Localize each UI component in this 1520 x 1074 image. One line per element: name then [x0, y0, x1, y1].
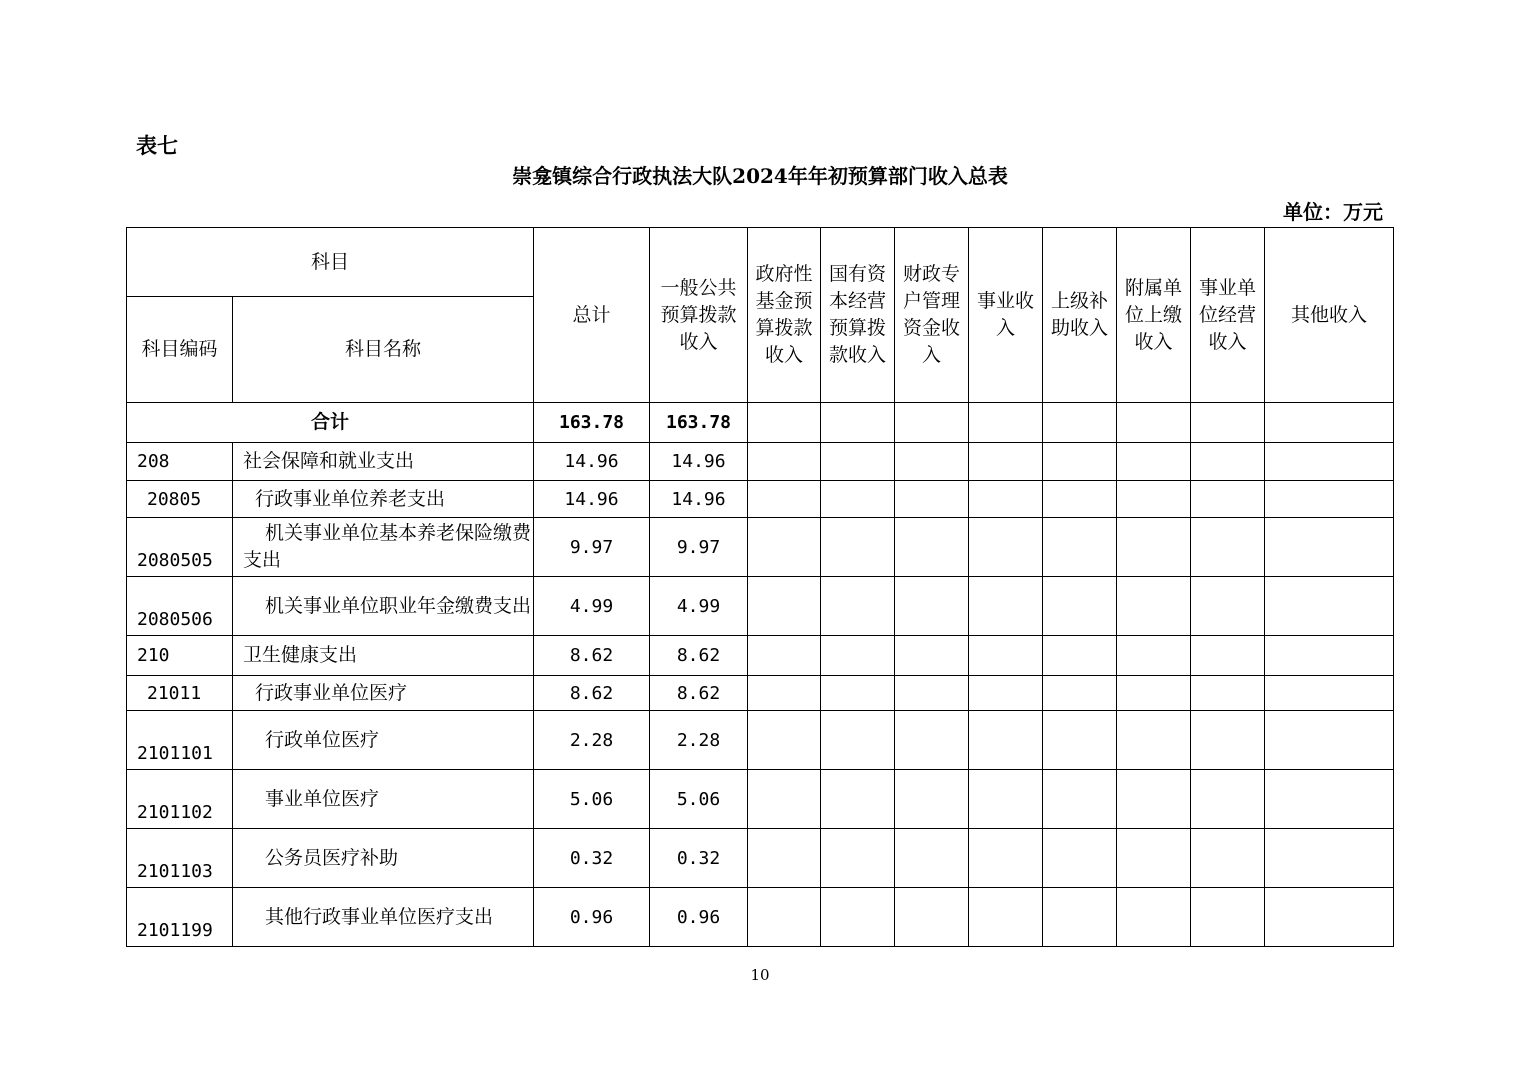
empty-cell: [1191, 403, 1265, 443]
row-code: 20805: [127, 481, 233, 518]
table-row: [127, 829, 1394, 888]
empty-cell: [748, 676, 821, 711]
table-label: 表七: [136, 133, 178, 158]
header-code: 科目编码: [127, 297, 233, 403]
empty-cell: [748, 770, 821, 829]
row-name: 行政事业单位养老支出: [233, 481, 534, 518]
empty-cell: [969, 676, 1043, 711]
row-general-budget: 14.96: [650, 481, 748, 518]
total-general-budget: 163.78: [650, 403, 748, 443]
income-summary-table: [126, 227, 1394, 947]
row-code: 2101101: [127, 711, 233, 770]
empty-cell: [748, 403, 821, 443]
empty-cell: [821, 443, 895, 481]
empty-cell: [1191, 676, 1265, 711]
row-name: 行政单位医疗: [233, 711, 534, 770]
empty-cell: [969, 443, 1043, 481]
header-business-operation: 事业单位经营收入: [1191, 228, 1265, 403]
empty-cell: [1043, 888, 1117, 947]
header-name: 科目名称: [233, 297, 534, 403]
empty-cell: [821, 403, 895, 443]
row-code: 21011: [127, 676, 233, 711]
row-total: 8.62: [534, 676, 650, 711]
empty-cell: [748, 481, 821, 518]
row-general-budget: 8.62: [650, 636, 748, 676]
empty-cell: [1117, 403, 1191, 443]
row-total: 8.62: [534, 636, 650, 676]
empty-cell: [1191, 443, 1265, 481]
empty-cell: [748, 829, 821, 888]
empty-cell: [969, 770, 1043, 829]
header-superior-subsidy: 上级补助收入: [1043, 228, 1117, 403]
empty-cell: [1265, 636, 1394, 676]
empty-cell: [1043, 770, 1117, 829]
empty-cell: [821, 676, 895, 711]
table-row: [127, 636, 1394, 676]
row-code: 2101102: [127, 770, 233, 829]
empty-cell: [1265, 711, 1394, 770]
empty-cell: [1117, 711, 1191, 770]
empty-cell: [1043, 481, 1117, 518]
empty-cell: [1117, 888, 1191, 947]
empty-cell: [1117, 443, 1191, 481]
empty-cell: [1265, 403, 1394, 443]
row-code: 2101103: [127, 829, 233, 888]
row-general-budget: 9.97: [650, 518, 748, 577]
empty-cell: [1191, 577, 1265, 636]
table-row: [127, 443, 1394, 481]
row-name: 公务员医疗补助: [233, 829, 534, 888]
empty-cell: [748, 577, 821, 636]
empty-cell: [1265, 770, 1394, 829]
empty-cell: [821, 829, 895, 888]
empty-cell: [969, 636, 1043, 676]
header-state-capital: 国有资本经营预算拨款收入: [821, 228, 895, 403]
empty-cell: [1117, 577, 1191, 636]
empty-cell: [969, 518, 1043, 577]
empty-cell: [1265, 481, 1394, 518]
empty-cell: [1191, 829, 1265, 888]
row-code: 208: [127, 443, 233, 481]
empty-cell: [1265, 577, 1394, 636]
empty-cell: [821, 888, 895, 947]
table-row: [127, 770, 1394, 829]
row-total: 5.06: [534, 770, 650, 829]
table-row: [127, 676, 1394, 711]
table-row: [127, 518, 1394, 577]
empty-cell: [895, 577, 969, 636]
empty-cell: [748, 888, 821, 947]
empty-cell: [895, 518, 969, 577]
empty-cell: [1191, 636, 1265, 676]
empty-cell: [821, 577, 895, 636]
row-code: 2080506: [127, 577, 233, 636]
empty-cell: [895, 676, 969, 711]
row-total: 4.99: [534, 577, 650, 636]
empty-cell: [1043, 443, 1117, 481]
empty-cell: [1265, 676, 1394, 711]
empty-cell: [821, 636, 895, 676]
empty-cell: [1043, 403, 1117, 443]
empty-cell: [1191, 770, 1265, 829]
row-name: 行政事业单位医疗: [233, 676, 534, 711]
table-row: [127, 888, 1394, 947]
empty-cell: [821, 711, 895, 770]
unit-label: 单位：万元: [1283, 200, 1383, 224]
empty-cell: [748, 443, 821, 481]
empty-cell: [1043, 577, 1117, 636]
row-name: 卫生健康支出: [233, 636, 534, 676]
empty-cell: [895, 770, 969, 829]
empty-cell: [1117, 481, 1191, 518]
page-number: 10: [750, 966, 770, 984]
empty-cell: [748, 636, 821, 676]
row-name: 机关事业单位基本养老保险缴费支出: [233, 518, 534, 577]
empty-cell: [1265, 443, 1394, 481]
row-name: 社会保障和就业支出: [233, 443, 534, 481]
row-code: 2080505: [127, 518, 233, 577]
header-other-income: 其他收入: [1265, 228, 1394, 403]
empty-cell: [1043, 676, 1117, 711]
header-special-account: 财政专户管理资金收入: [895, 228, 969, 403]
empty-cell: [1043, 829, 1117, 888]
empty-cell: [969, 481, 1043, 518]
total-label: 合计: [127, 403, 534, 443]
empty-cell: [1117, 518, 1191, 577]
row-total: 9.97: [534, 518, 650, 577]
empty-cell: [1265, 518, 1394, 577]
empty-cell: [895, 403, 969, 443]
empty-cell: [969, 888, 1043, 947]
empty-cell: [969, 403, 1043, 443]
row-general-budget: 0.32: [650, 829, 748, 888]
row-name: 事业单位医疗: [233, 770, 534, 829]
row-name: 机关事业单位职业年金缴费支出: [233, 577, 534, 636]
empty-cell: [895, 443, 969, 481]
table-row: [127, 711, 1394, 770]
row-code: 210: [127, 636, 233, 676]
total-sum: 163.78: [534, 403, 650, 443]
empty-cell: [1117, 676, 1191, 711]
empty-cell: [895, 636, 969, 676]
row-total: 14.96: [534, 443, 650, 481]
empty-cell: [1191, 711, 1265, 770]
empty-cell: [1191, 888, 1265, 947]
empty-cell: [1117, 770, 1191, 829]
empty-cell: [895, 481, 969, 518]
empty-cell: [895, 711, 969, 770]
row-general-budget: 5.06: [650, 770, 748, 829]
empty-cell: [1265, 888, 1394, 947]
empty-cell: [821, 481, 895, 518]
header-subject: 科目: [127, 228, 534, 297]
empty-cell: [969, 829, 1043, 888]
empty-cell: [748, 518, 821, 577]
row-name: 其他行政事业单位医疗支出: [233, 888, 534, 947]
header-total: 总计: [534, 228, 650, 403]
header-business-income: 事业收入: [969, 228, 1043, 403]
empty-cell: [1265, 829, 1394, 888]
header-general-budget: 一般公共预算拨款收入: [650, 228, 748, 403]
empty-cell: [748, 711, 821, 770]
row-total: 14.96: [534, 481, 650, 518]
empty-cell: [895, 888, 969, 947]
table-row: [127, 481, 1394, 518]
empty-cell: [969, 577, 1043, 636]
empty-cell: [1043, 518, 1117, 577]
empty-cell: [1043, 636, 1117, 676]
empty-cell: [1043, 711, 1117, 770]
row-code: 2101199: [127, 888, 233, 947]
header-affiliated-remit: 附属单位上缴收入: [1117, 228, 1191, 403]
empty-cell: [895, 829, 969, 888]
empty-cell: [1191, 518, 1265, 577]
empty-cell: [821, 518, 895, 577]
empty-cell: [1191, 481, 1265, 518]
row-general-budget: 2.28: [650, 711, 748, 770]
row-total: 0.96: [534, 888, 650, 947]
row-total: 0.32: [534, 829, 650, 888]
empty-cell: [821, 770, 895, 829]
empty-cell: [969, 711, 1043, 770]
page-title: 崇龛镇综合行政执法大队2024年年初预算部门收入总表: [512, 164, 1008, 188]
row-general-budget: 0.96: [650, 888, 748, 947]
row-general-budget: 14.96: [650, 443, 748, 481]
row-general-budget: 4.99: [650, 577, 748, 636]
row-total: 2.28: [534, 711, 650, 770]
table-row: [127, 577, 1394, 636]
empty-cell: [1117, 829, 1191, 888]
header-gov-fund: 政府性基金预算拨款收入: [748, 228, 821, 403]
row-general-budget: 8.62: [650, 676, 748, 711]
empty-cell: [1117, 636, 1191, 676]
